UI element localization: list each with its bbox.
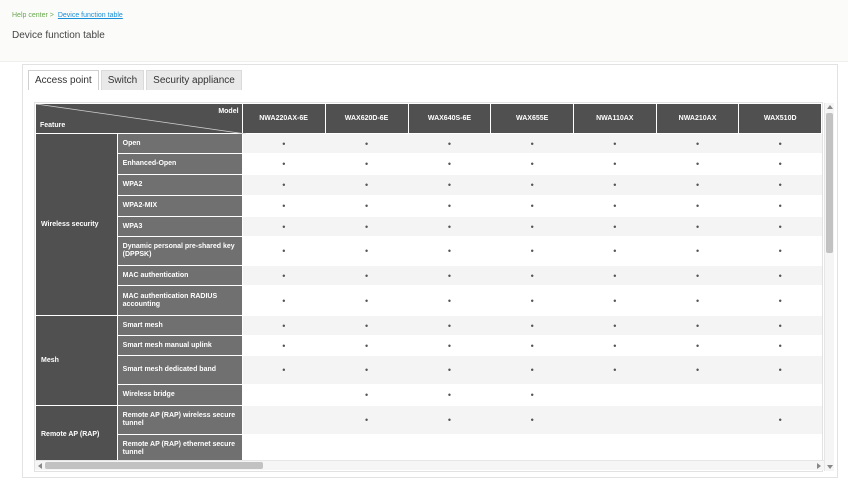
support-cell (573, 217, 656, 237)
supported-dot-icon: • (447, 201, 452, 211)
supported-dot-icon: • (778, 138, 782, 149)
support-cell (408, 356, 491, 385)
support-cell (739, 316, 822, 336)
supported-dot-icon: • (613, 320, 617, 331)
support-cell (656, 217, 739, 237)
feature-label: Smart mesh manual uplink (117, 336, 242, 356)
support-cell (491, 154, 574, 175)
supported-dot-icon: • (447, 270, 452, 281)
supported-dot-icon: • (447, 340, 452, 351)
feature-label: Remote AP (RAP) wireless secure tunnel (117, 406, 242, 435)
supported-dot-icon: • (778, 201, 782, 211)
feature-group-label: Mesh (36, 316, 118, 406)
support-cell (491, 356, 574, 385)
support-cell (242, 316, 325, 336)
feature-label: Wireless bridge (117, 385, 242, 406)
support-cell (656, 316, 739, 336)
supported-dot-icon: • (530, 180, 534, 190)
feature-group-label: Wireless security (36, 134, 118, 316)
support-cell (739, 196, 822, 217)
table-row (36, 237, 822, 266)
support-cell (573, 406, 656, 435)
support-cell (408, 406, 491, 435)
feature-label: WPA3 (117, 217, 242, 237)
support-cell (408, 217, 491, 237)
supported-dot-icon: • (447, 295, 452, 306)
supported-dot-icon: • (282, 159, 286, 169)
horizontal-scroll-thumb[interactable] (45, 462, 263, 469)
supported-dot-icon: • (695, 138, 700, 149)
table-row (36, 175, 822, 196)
supported-dot-icon: • (530, 295, 534, 306)
corner-diagonal-line (36, 104, 246, 134)
supported-dot-icon: • (364, 270, 369, 281)
support-cell (325, 356, 408, 385)
model-column-header: NWA210AX (656, 104, 739, 134)
support-cell (656, 196, 739, 217)
table-row (36, 134, 822, 154)
supported-dot-icon: • (778, 221, 782, 232)
feature-label: Remote AP (RAP) ethernet secure tunnel (117, 435, 242, 464)
supported-dot-icon: • (282, 295, 286, 306)
supported-dot-icon: • (695, 270, 700, 281)
supported-dot-icon: • (778, 246, 782, 256)
support-cell (656, 336, 739, 356)
support-cell (491, 406, 574, 435)
horizontal-scrollbar[interactable] (35, 460, 824, 470)
support-cell (573, 237, 656, 266)
table-row (36, 266, 822, 286)
scroll-right-arrow-icon[interactable] (817, 463, 821, 469)
header-band (0, 0, 848, 62)
supported-dot-icon: • (282, 138, 286, 149)
table-row (36, 385, 822, 406)
support-cell (242, 154, 325, 175)
supported-dot-icon: • (282, 221, 286, 232)
supported-dot-icon: • (530, 340, 534, 351)
model-column-header: WAX620D-6E (325, 104, 408, 134)
support-cell (573, 266, 656, 286)
support-cell (242, 237, 325, 266)
feature-label: WPA2-MIX (117, 196, 242, 217)
supported-dot-icon: • (613, 295, 617, 306)
support-cell (491, 266, 574, 286)
breadcrumb-root[interactable]: Help center (12, 12, 48, 19)
feature-label: Dynamic personal pre-shared key (DPPSK) (117, 237, 242, 266)
corner-model-label: Model (218, 108, 239, 115)
support-cell (491, 175, 574, 196)
support-cell (739, 385, 822, 406)
supported-dot-icon: • (695, 180, 700, 190)
supported-dot-icon: • (778, 415, 782, 425)
support-cell (491, 286, 574, 316)
supported-dot-icon: • (364, 415, 369, 425)
supported-dot-icon: • (778, 320, 782, 331)
supported-dot-icon: • (695, 159, 700, 169)
supported-dot-icon: • (530, 415, 534, 425)
support-cell (325, 217, 408, 237)
breadcrumb (12, 12, 123, 19)
support-cell (573, 286, 656, 316)
support-cell (491, 196, 574, 217)
breadcrumb-current-link[interactable]: Device function table (57, 12, 123, 19)
supported-dot-icon: • (364, 159, 369, 169)
support-cell (573, 385, 656, 406)
supported-dot-icon: • (530, 138, 534, 149)
support-cell (656, 286, 739, 316)
supported-dot-icon: • (530, 320, 534, 331)
model-column-header: WAX510D (739, 104, 822, 134)
support-cell (491, 134, 574, 154)
model-column-header: WAX640S-6E (408, 104, 491, 134)
feature-group-label: Remote AP (RAP) (36, 406, 118, 464)
supported-dot-icon: • (778, 295, 782, 306)
support-cell (325, 154, 408, 175)
table-row (36, 336, 822, 356)
function-table-viewport[interactable] (34, 102, 823, 472)
table-row (36, 286, 822, 316)
support-cell (325, 196, 408, 217)
supported-dot-icon: • (282, 365, 286, 375)
support-cell (573, 316, 656, 336)
supported-dot-icon: • (364, 201, 369, 211)
supported-dot-icon: • (282, 246, 286, 256)
support-cell (656, 154, 739, 175)
supported-dot-icon: • (778, 270, 782, 281)
support-cell (573, 175, 656, 196)
supported-dot-icon: • (447, 159, 452, 169)
support-cell (739, 217, 822, 237)
feature-label: Smart mesh dedicated band (117, 356, 242, 385)
support-cell (656, 237, 739, 266)
supported-dot-icon: • (447, 390, 452, 400)
supported-dot-icon: • (364, 138, 369, 149)
supported-dot-icon: • (530, 246, 534, 256)
supported-dot-icon: • (778, 365, 782, 375)
support-cell (242, 406, 325, 435)
support-cell (325, 134, 408, 154)
supported-dot-icon: • (447, 221, 452, 232)
supported-dot-icon: • (613, 340, 617, 351)
table-row (36, 196, 822, 217)
supported-dot-icon: • (695, 320, 700, 331)
supported-dot-icon: • (778, 180, 782, 190)
tab-security-appliance[interactable]: Security appliance (146, 70, 242, 90)
support-cell (491, 217, 574, 237)
feature-label: WPA2 (117, 175, 242, 196)
supported-dot-icon: • (282, 270, 286, 281)
tab-switch[interactable]: Switch (101, 70, 144, 90)
supported-dot-icon: • (695, 340, 700, 351)
support-cell (491, 237, 574, 266)
breadcrumb-separator: > (49, 12, 54, 19)
support-cell (491, 316, 574, 336)
supported-dot-icon: • (364, 320, 369, 331)
supported-dot-icon: • (613, 159, 617, 169)
supported-dot-icon: • (530, 270, 534, 281)
support-cell (325, 336, 408, 356)
feature-label: MAC authentication (117, 266, 242, 286)
support-cell (408, 385, 491, 406)
table-row (36, 406, 822, 435)
support-cell (242, 175, 325, 196)
supported-dot-icon: • (447, 365, 452, 375)
feature-label: Smart mesh (117, 316, 242, 336)
scroll-down-arrow-icon[interactable] (827, 465, 833, 469)
support-cell (573, 134, 656, 154)
support-cell (242, 196, 325, 217)
supported-dot-icon: • (282, 340, 286, 351)
supported-dot-icon: • (778, 159, 782, 169)
supported-dot-icon: • (695, 201, 700, 211)
support-cell (408, 175, 491, 196)
table-row (36, 217, 822, 237)
supported-dot-icon: • (282, 180, 286, 190)
support-cell (325, 266, 408, 286)
table-header-row (36, 104, 822, 134)
support-cell (739, 175, 822, 196)
support-cell (656, 134, 739, 154)
supported-dot-icon: • (530, 365, 534, 375)
support-cell (242, 134, 325, 154)
feature-label: MAC authentication RADIUS accounting (117, 286, 242, 316)
supported-dot-icon: • (447, 180, 452, 190)
support-cell (739, 237, 822, 266)
support-cell (242, 385, 325, 406)
support-cell (739, 286, 822, 316)
supported-dot-icon: • (530, 159, 534, 169)
supported-dot-icon: • (530, 221, 534, 232)
support-cell (408, 286, 491, 316)
support-cell (739, 154, 822, 175)
supported-dot-icon: • (613, 365, 617, 375)
support-cell (739, 266, 822, 286)
support-cell (325, 175, 408, 196)
table-row (36, 154, 822, 175)
supported-dot-icon: • (613, 138, 617, 149)
vertical-scroll-thumb[interactable] (826, 113, 833, 253)
supported-dot-icon: • (613, 180, 617, 190)
supported-dot-icon: • (613, 221, 617, 232)
supported-dot-icon: • (695, 365, 700, 375)
supported-dot-icon: • (613, 246, 617, 256)
support-cell (656, 406, 739, 435)
support-cell (242, 266, 325, 286)
support-cell (656, 175, 739, 196)
support-cell (408, 196, 491, 217)
supported-dot-icon: • (530, 201, 534, 211)
support-cell (491, 336, 574, 356)
support-cell (408, 316, 491, 336)
feature-label: Open (117, 134, 242, 154)
content-panel (22, 64, 838, 478)
support-cell (325, 406, 408, 435)
support-cell (573, 356, 656, 385)
supported-dot-icon: • (282, 320, 286, 331)
supported-dot-icon: • (695, 246, 700, 256)
support-cell (573, 154, 656, 175)
support-cell (325, 286, 408, 316)
supported-dot-icon: • (613, 270, 617, 281)
scroll-up-arrow-icon[interactable] (827, 105, 833, 109)
supported-dot-icon: • (282, 201, 286, 211)
tab-access-point[interactable]: Access point (28, 70, 99, 90)
supported-dot-icon: • (447, 320, 452, 331)
table-row (36, 356, 822, 385)
support-cell (325, 316, 408, 336)
support-cell (573, 336, 656, 356)
support-cell (739, 356, 822, 385)
supported-dot-icon: • (530, 390, 534, 400)
support-cell (573, 196, 656, 217)
table-row (36, 316, 822, 336)
support-cell (325, 385, 408, 406)
page-title: Device function table (12, 30, 105, 41)
supported-dot-icon: • (695, 295, 700, 306)
supported-dot-icon: • (364, 221, 369, 232)
support-cell (408, 266, 491, 286)
support-cell (656, 266, 739, 286)
supported-dot-icon: • (364, 365, 369, 375)
support-cell (408, 154, 491, 175)
support-cell (491, 385, 574, 406)
model-column-header: NWA110AX (573, 104, 656, 134)
supported-dot-icon: • (364, 340, 369, 351)
support-cell (408, 336, 491, 356)
support-cell (242, 217, 325, 237)
model-column-header: WAX655E (491, 104, 574, 134)
support-cell (739, 406, 822, 435)
supported-dot-icon: • (447, 138, 452, 149)
supported-dot-icon: • (364, 390, 369, 400)
support-cell (739, 134, 822, 154)
feature-label: Enhanced-Open (117, 154, 242, 175)
support-cell (408, 237, 491, 266)
supported-dot-icon: • (447, 415, 452, 425)
scroll-left-arrow-icon[interactable] (38, 463, 42, 469)
supported-dot-icon: • (613, 201, 617, 211)
corner-feature-label: Feature (40, 122, 66, 129)
support-cell (656, 385, 739, 406)
supported-dot-icon: • (695, 221, 700, 232)
model-column-header: NWA220AX-6E (242, 104, 325, 134)
table-corner-cell (36, 104, 243, 134)
support-cell (408, 134, 491, 154)
supported-dot-icon: • (364, 295, 369, 306)
support-cell (325, 237, 408, 266)
tab-bar (28, 70, 244, 90)
support-cell (656, 356, 739, 385)
supported-dot-icon: • (364, 180, 369, 190)
supported-dot-icon: • (447, 246, 452, 256)
support-cell (739, 336, 822, 356)
supported-dot-icon: • (364, 246, 369, 256)
supported-dot-icon: • (778, 340, 782, 351)
support-cell (242, 356, 325, 385)
support-cell (242, 336, 325, 356)
function-table (35, 103, 822, 464)
support-cell (242, 286, 325, 316)
vertical-scrollbar[interactable] (824, 103, 834, 471)
